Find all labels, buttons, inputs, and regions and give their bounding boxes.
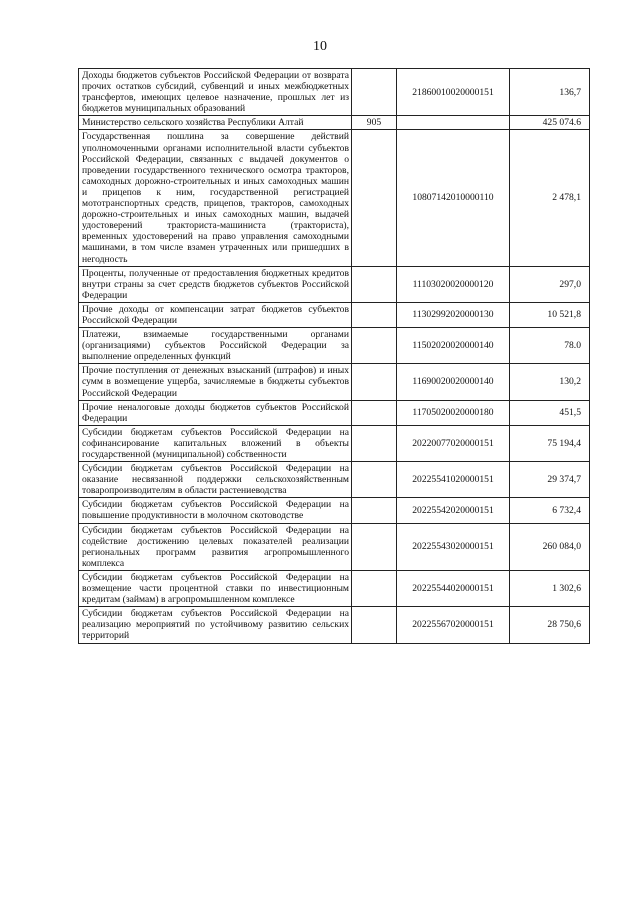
table-row <box>79 498 590 523</box>
classification-code-cell: 11103020020000120 <box>397 266 510 302</box>
table-row <box>79 130 590 266</box>
revenue-name-cell: Прочие доходы от компенсации затрат бюджетов субъектов Российской Федерации <box>79 302 352 327</box>
admin-code-cell <box>352 523 397 570</box>
amount-cell: 28 750,6 <box>510 607 590 643</box>
table-row <box>79 116 590 130</box>
admin-code-cell <box>352 607 397 643</box>
classification-code-cell: 20220077020000151 <box>397 425 510 461</box>
amount-cell: 75 194,4 <box>510 425 590 461</box>
amount-cell: 1 302,6 <box>510 570 590 606</box>
admin-code-cell <box>352 570 397 606</box>
admin-code-cell <box>352 400 397 425</box>
admin-code-cell <box>352 328 397 364</box>
revenue-name-cell: Прочие неналоговые доходы бюджетов субъектов Российской Федерации <box>79 400 352 425</box>
revenue-name-cell: Субсидии бюджетам субъектов Российской Федерации на возмещение части процентной ставки по инвестиционным кредитам (займам) в агропромышленном комплексе <box>79 570 352 606</box>
admin-code-cell <box>352 364 397 400</box>
revenue-name-cell: Министерство сельского хозяйства Республики Алтай <box>79 116 352 130</box>
classification-code-cell: 11705020020000180 <box>397 400 510 425</box>
admin-code-cell <box>352 69 397 116</box>
admin-code-cell <box>352 462 397 498</box>
amount-cell: 6 732,4 <box>510 498 590 523</box>
admin-code-cell <box>352 266 397 302</box>
classification-code-cell: 20225542020000151 <box>397 498 510 523</box>
table-body <box>79 69 590 644</box>
admin-code-cell <box>352 130 397 266</box>
classification-code-cell: 20225543020000151 <box>397 523 510 570</box>
admin-code-cell <box>352 498 397 523</box>
amount-cell: 10 521,8 <box>510 302 590 327</box>
revenue-name-cell: Субсидии бюджетам субъектов Российской Федерации на содействие достижению целевых показателей реализации региональных программ развития агропромышленного комплекса <box>79 523 352 570</box>
revenue-name-cell: Субсидии бюджетам субъектов Российской Федерации на повышение продуктивности в молочном скотоводстве <box>79 498 352 523</box>
revenue-name-cell: Прочие поступления от денежных взысканий (штрафов) и иных сумм в возмещение ущерба, зачисляемые в бюджеты субъектов Российской Федерации <box>79 364 352 400</box>
table-row <box>79 328 590 364</box>
table-row <box>79 69 590 116</box>
classification-code-cell: 11690020020000140 <box>397 364 510 400</box>
revenue-name-cell: Субсидии бюджетам субъектов Российской Федерации на софинансирование капитальных вложений в объекты государственной (муниципальной) собственности <box>79 425 352 461</box>
classification-code-cell: 11502020020000140 <box>397 328 510 364</box>
admin-code-cell <box>352 302 397 327</box>
table-row <box>79 425 590 461</box>
amount-cell: 29 374,7 <box>510 462 590 498</box>
table-row <box>79 462 590 498</box>
amount-cell: 297,0 <box>510 266 590 302</box>
amount-cell: 130,2 <box>510 364 590 400</box>
amount-cell: 78.0 <box>510 328 590 364</box>
table-row <box>79 400 590 425</box>
revenue-name-cell: Платежи, взимаемые государственными органами (организациями) субъектов Российской Федерации за выполнение определенных функций <box>79 328 352 364</box>
table-row <box>79 607 590 643</box>
classification-code-cell: 11302992020000130 <box>397 302 510 327</box>
amount-cell: 136,7 <box>510 69 590 116</box>
revenue-name-cell: Субсидии бюджетам субъектов Российской Федерации на реализацию мероприятий по устойчивому развитию сельских территорий <box>79 607 352 643</box>
revenue-name-cell: Доходы бюджетов субъектов Российской Федерации от возврата прочих остатков субсидий, субвенций и иных межбюджетных трансфертов, имеющих целевое назначение, прошлых лет из бюджетов муниципальных образований <box>79 69 352 116</box>
admin-code-cell <box>352 425 397 461</box>
classification-code-cell: 21860010020000151 <box>397 69 510 116</box>
table-row <box>79 364 590 400</box>
page-number: 10 <box>313 39 327 54</box>
classification-code-cell: 20225567020000151 <box>397 607 510 643</box>
classification-code-cell: 20225544020000151 <box>397 570 510 606</box>
classification-code-cell: 20225541020000151 <box>397 462 510 498</box>
classification-code-cell <box>397 116 510 130</box>
amount-cell: 425 074.6 <box>510 116 590 130</box>
revenue-table <box>78 68 590 644</box>
classification-code-cell: 10807142010000110 <box>397 130 510 266</box>
amount-cell: 260 084,0 <box>510 523 590 570</box>
table-row <box>79 523 590 570</box>
revenue-name-cell: Субсидии бюджетам субъектов Российской Федерации на оказание несвязанной поддержки сельскохозяйственным товаропроизводителям в области растениеводства <box>79 462 352 498</box>
amount-cell: 2 478,1 <box>510 130 590 266</box>
table-row <box>79 266 590 302</box>
revenue-name-cell: Государственная пошлина за совершение действий уполномоченными органами исполнительной власти субъектов Российской Федерации, связанных с выдачей документов о проведении государственного технического осмотра тракторов, самоходных дорожно-строительных и иных самоходных машин и прицепов к ним, государственной регистрацией мототранспортных средств, прицепов, тракторов, самоходных дорожно-строительных и иных самоходных машин, выдачей удостоверений тракториста-машиниста (тракториста), временных удостоверений на право управления самоходными машинами, в том числе взамен утраченных или пришедших в негодность <box>79 130 352 266</box>
admin-code-cell: 905 <box>352 116 397 130</box>
amount-cell: 451,5 <box>510 400 590 425</box>
revenue-name-cell: Проценты, полученные от предоставления бюджетных кредитов внутри страны за счет средств бюджетов субъектов Российской Федерации <box>79 266 352 302</box>
table-row <box>79 570 590 606</box>
table-row <box>79 302 590 327</box>
